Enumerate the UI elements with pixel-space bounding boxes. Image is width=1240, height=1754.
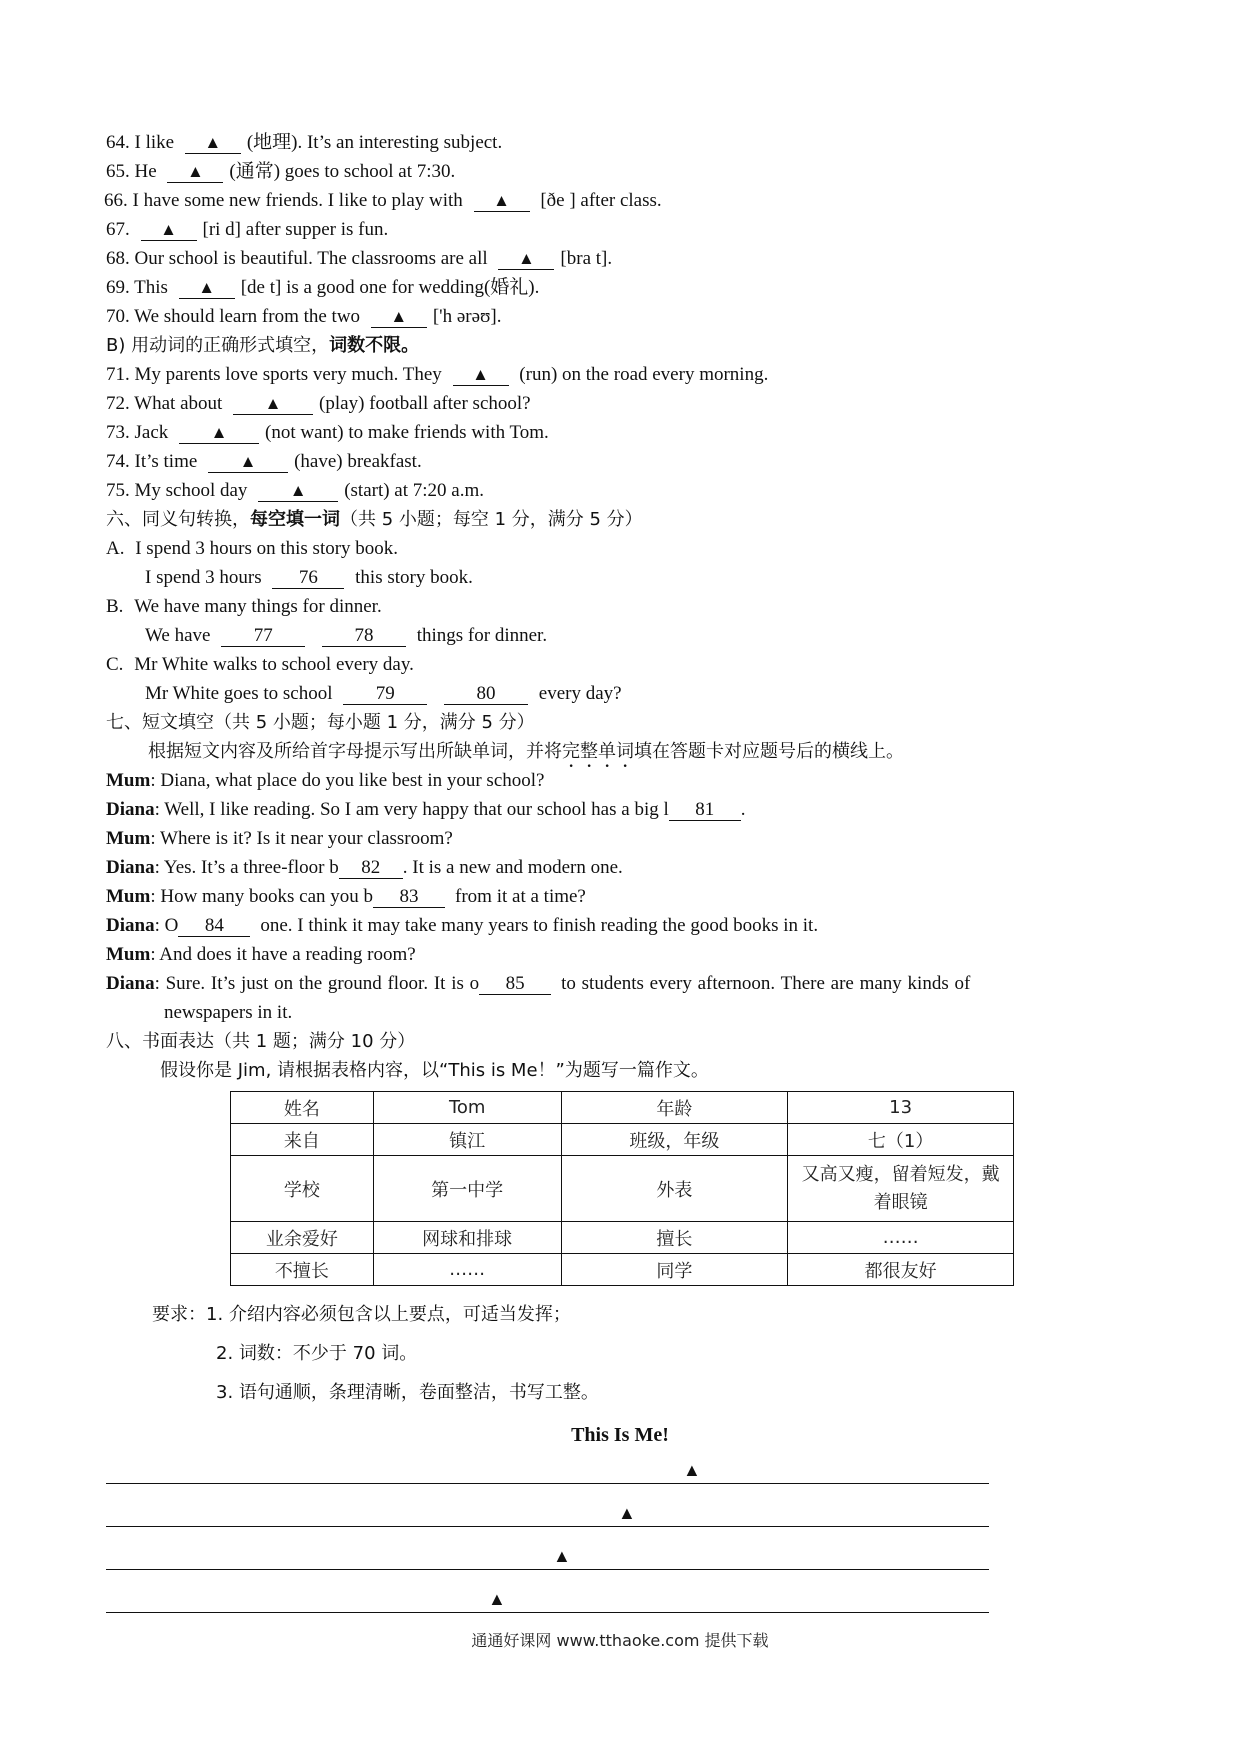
writing-line[interactable] xyxy=(106,1483,989,1484)
instruction-text: 填在答题卡对应题号后的横线上。 xyxy=(634,741,904,762)
answer-blank[interactable] xyxy=(179,278,235,299)
rewrite-a-original xyxy=(106,538,398,560)
requirement-3: 3. 语句通顺，条理清晰，卷面整洁，书写工整。 xyxy=(216,1382,599,1403)
question-71 xyxy=(106,364,768,386)
question-number: 70. xyxy=(106,306,130,327)
table-cell: 七（1） xyxy=(788,1124,1014,1156)
table-row xyxy=(231,1254,1014,1286)
instruction-text: 根据短文内容及所给首字母提示写出所缺单词，并将 xyxy=(148,741,562,762)
table-cell: 擅长 xyxy=(561,1222,788,1254)
triangle-icon: ▲ xyxy=(493,191,510,210)
table-row xyxy=(231,1156,1014,1222)
answer-blank-83[interactable]: 83 xyxy=(373,887,445,908)
question-73 xyxy=(106,422,549,444)
table-cell: 又高又瘦，留着短发，戴着眼镜 xyxy=(788,1156,1014,1222)
table-cell: 第一中学 xyxy=(373,1156,561,1222)
item-label: C. xyxy=(106,654,124,675)
writing-line[interactable] xyxy=(106,1526,989,1527)
rewrite-a-target xyxy=(145,567,473,589)
table-cell: 业余爱好 xyxy=(231,1222,374,1254)
question-68 xyxy=(106,248,612,270)
dialog-text: : Sure. It’s just on the ground floor. It is o xyxy=(154,973,480,994)
question-75 xyxy=(106,480,484,502)
question-text: [ri d] after supper is fun. xyxy=(202,219,389,240)
answer-blank[interactable] xyxy=(474,191,530,212)
dialog-continuation: newspapers in it. xyxy=(164,1002,293,1023)
question-number: 64. xyxy=(106,132,130,153)
table-cell: 同学 xyxy=(561,1254,788,1286)
table-cell: 外表 xyxy=(561,1156,788,1222)
question-69 xyxy=(106,277,539,299)
triangle-icon: ▲ xyxy=(390,307,408,326)
table-row xyxy=(231,1092,1014,1124)
writing-line[interactable] xyxy=(106,1569,989,1570)
speaker-name: Mum xyxy=(106,944,151,965)
question-number: 65. xyxy=(106,161,130,182)
question-70 xyxy=(106,306,502,328)
question-number: 74. xyxy=(106,451,130,472)
question-text: (通常) goes to school at 7:30. xyxy=(229,161,456,182)
sentence-end: this story book. xyxy=(355,567,473,588)
question-prompt: My school day xyxy=(134,480,248,501)
original-sentence: I spend 3 hours on this story book. xyxy=(135,538,399,559)
sentence-start: We have xyxy=(145,625,211,646)
dialog-text: : How many books can you b xyxy=(150,886,374,907)
table-cell: 网球和排球 xyxy=(373,1222,561,1254)
dialog-line xyxy=(106,799,746,821)
answer-blank[interactable] xyxy=(185,133,241,154)
triangle-icon: ▲ xyxy=(618,1503,636,1523)
speaker-name: Mum xyxy=(106,886,151,907)
table-cell: 年龄 xyxy=(561,1092,788,1124)
triangle-icon: ▲ xyxy=(204,133,222,152)
dialog-text: one. I think it may take many years to finish reading the good books in it. xyxy=(260,915,819,936)
answer-blank-84[interactable]: 84 xyxy=(178,916,250,937)
triangle-icon: ▲ xyxy=(198,278,216,297)
question-number: 72. xyxy=(106,393,130,414)
speaker-name: Mum xyxy=(106,828,151,849)
question-67 xyxy=(106,219,388,241)
item-label: A. xyxy=(106,538,125,559)
table-cell: 学校 xyxy=(231,1156,374,1222)
dialog-line xyxy=(106,944,416,966)
question-text: (play) football after school? xyxy=(319,393,531,414)
answer-blank-82[interactable]: 82 xyxy=(339,858,403,879)
dialog-text: from it at a time? xyxy=(455,886,586,907)
question-prompt: This xyxy=(134,277,168,298)
dialog-text: : Where is it? Is it near your classroom? xyxy=(150,828,453,849)
answer-blank[interactable] xyxy=(141,220,197,241)
requirement-1 xyxy=(152,1304,571,1326)
section-8-instructions: 假设你是 Jim, 请根据表格内容，以“This is Me！”为题写一篇作文。 xyxy=(160,1060,709,1081)
table-cell: 13 xyxy=(788,1092,1014,1124)
question-65 xyxy=(106,161,455,183)
section-6-heading xyxy=(106,509,643,531)
section-b-heading xyxy=(106,335,419,357)
triangle-icon: ▲ xyxy=(518,249,535,268)
dialog-line xyxy=(106,770,544,792)
dialog-text: . xyxy=(740,799,746,820)
question-64 xyxy=(106,132,502,154)
triangle-icon: ▲ xyxy=(553,1546,571,1566)
writing-line[interactable] xyxy=(106,1612,989,1613)
question-number: 75. xyxy=(106,480,130,501)
question-prompt: Our school is beautiful. The classrooms are all xyxy=(134,248,488,269)
question-text: ['h ərəʊ]. xyxy=(432,306,502,327)
dialog-line xyxy=(106,973,970,995)
rewrite-b-target xyxy=(145,625,547,647)
section-emphasis: 词数不限。 xyxy=(329,335,420,356)
table-cell: 班级，年级 xyxy=(561,1124,788,1156)
question-prompt: Jack xyxy=(134,422,169,443)
question-prompt: We should learn from the two xyxy=(134,306,361,327)
section-scoring: （共 5 小题；每空 1 分，满分 5 分） xyxy=(340,509,643,530)
table-cell: 镇江 xyxy=(373,1124,561,1156)
dialog-line xyxy=(106,857,623,879)
speaker-name: Mum xyxy=(106,770,151,791)
dialog-text: : Yes. It’s a three-floor b xyxy=(154,857,339,878)
triangle-icon: ▲ xyxy=(210,423,228,442)
original-sentence: Mr White walks to school every day. xyxy=(134,654,414,675)
question-text: [bra t]. xyxy=(560,248,613,269)
section-emphasis: 每空填一词 xyxy=(250,509,340,530)
triangle-icon: ▲ xyxy=(160,220,177,239)
sentence-start: Mr White goes to school xyxy=(145,683,333,704)
dialog-text: : Well, I like reading. So I am very happy that our school has a big l xyxy=(154,799,669,820)
question-prompt: What about xyxy=(134,393,223,414)
dialog-text: . It is a new and modern one. xyxy=(402,857,623,878)
table-cell: 不擅长 xyxy=(231,1254,374,1286)
question-text: (not want) to make friends with Tom. xyxy=(265,422,549,443)
requirement-2: 2. 词数：不少于 70 词。 xyxy=(216,1343,418,1364)
question-prompt: It’s time xyxy=(134,451,198,472)
dialog-line xyxy=(106,886,586,908)
table-cell: …… xyxy=(373,1254,561,1286)
answer-blank[interactable] xyxy=(453,365,509,386)
question-text: (have) breakfast. xyxy=(294,451,422,472)
triangle-icon: ▲ xyxy=(239,452,257,471)
rewrite-c-target xyxy=(145,683,622,705)
table-cell: 来自 xyxy=(231,1124,374,1156)
speaker-name: Diana xyxy=(106,857,155,878)
answer-blank-76[interactable]: 76 xyxy=(272,568,344,589)
answer-blank[interactable] xyxy=(167,162,223,183)
table-cell: 都很友好 xyxy=(788,1254,1014,1286)
answer-blank[interactable] xyxy=(498,249,554,270)
answer-blank[interactable] xyxy=(208,452,288,473)
speaker-name: Diana xyxy=(106,915,155,936)
answer-blank[interactable] xyxy=(371,307,427,328)
essay-title: This Is Me! xyxy=(571,1424,669,1446)
question-prompt: He xyxy=(134,161,157,182)
section-7-instructions xyxy=(148,741,904,772)
section-label: 六、同义句转换， xyxy=(106,509,250,530)
speaker-name: Diana xyxy=(106,973,155,994)
section-8-heading: 八、书面表达（共 1 题；满分 10 分） xyxy=(106,1031,416,1052)
question-number: 73. xyxy=(106,422,130,443)
question-74 xyxy=(106,451,422,473)
speaker-name: Diana xyxy=(106,799,155,820)
triangle-icon: ▲ xyxy=(264,394,282,413)
section-label: B) 用动词的正确形式填空， xyxy=(106,335,330,356)
info-table xyxy=(230,1091,1014,1286)
question-text: (地理). It’s an interesting subject. xyxy=(246,132,503,153)
dialog-text: : Diana, what place do you like best in your school? xyxy=(150,770,545,791)
item-label: B. xyxy=(106,596,124,617)
question-number: 69. xyxy=(106,277,130,298)
requirements-label: 要求： xyxy=(152,1304,206,1325)
sentence-end: every day? xyxy=(538,683,622,704)
question-prompt: I have some new friends. I like to play with xyxy=(132,190,463,211)
question-number: 71. xyxy=(106,364,130,385)
answer-blank-78[interactable]: 78 xyxy=(322,626,406,647)
table-row xyxy=(231,1124,1014,1156)
triangle-icon: ▲ xyxy=(683,1460,701,1480)
original-sentence: We have many things for dinner. xyxy=(134,596,382,617)
triangle-icon: ▲ xyxy=(186,162,204,181)
rewrite-c-original xyxy=(106,654,414,676)
page-footer: 通通好课网 www.tthaoke.com 提供下载 xyxy=(471,1631,769,1650)
answer-blank[interactable] xyxy=(233,394,313,415)
triangle-icon: ▲ xyxy=(289,481,307,500)
triangle-icon: ▲ xyxy=(472,365,489,384)
answer-blank-77[interactable]: 77 xyxy=(221,626,305,647)
question-text: [de t] is a good one for wedding(婚礼). xyxy=(240,277,540,298)
dialog-text: : And does it have a reading room? xyxy=(150,944,416,965)
table-cell: …… xyxy=(788,1222,1014,1254)
question-72 xyxy=(106,393,531,415)
question-number: 68. xyxy=(106,248,130,269)
question-number: 67. xyxy=(106,219,130,240)
answer-blank[interactable] xyxy=(258,481,338,502)
question-text: [ðe ] after class. xyxy=(540,190,662,211)
table-cell: 姓名 xyxy=(231,1092,374,1124)
question-number: 66. xyxy=(104,190,128,211)
question-prompt: My parents love sports very much. They xyxy=(134,364,442,385)
triangle-icon: ▲ xyxy=(488,1589,506,1609)
requirement-text: 1. 介绍内容必须包含以上要点，可适当发挥； xyxy=(206,1304,571,1325)
answer-blank-85[interactable]: 85 xyxy=(479,974,551,995)
table-cell: Tom xyxy=(373,1092,561,1124)
question-66 xyxy=(104,190,662,212)
sentence-end: things for dinner. xyxy=(416,625,548,646)
answer-blank-79[interactable]: 79 xyxy=(343,684,427,705)
dialog-text: : O xyxy=(154,915,179,936)
dialog-text: to students every afternoon. There are many kinds of xyxy=(561,973,971,994)
table-row xyxy=(231,1222,1014,1254)
instruction-emphasis: 完整单词 xyxy=(562,741,634,762)
answer-blank[interactable] xyxy=(179,423,259,444)
sentence-start: I spend 3 hours xyxy=(145,567,262,588)
question-prompt: I like xyxy=(134,132,175,153)
answer-blank-81[interactable]: 81 xyxy=(669,800,741,821)
dialog-line xyxy=(106,828,453,850)
rewrite-b-original xyxy=(106,596,382,618)
section-7-heading: 七、短文填空（共 5 小题；每小题 1 分，满分 5 分） xyxy=(106,712,535,733)
dialog-line xyxy=(106,915,818,937)
question-text: (run) on the road every morning. xyxy=(519,364,769,385)
answer-blank-80[interactable]: 80 xyxy=(444,684,528,705)
question-text: (start) at 7:20 a.m. xyxy=(344,480,485,501)
